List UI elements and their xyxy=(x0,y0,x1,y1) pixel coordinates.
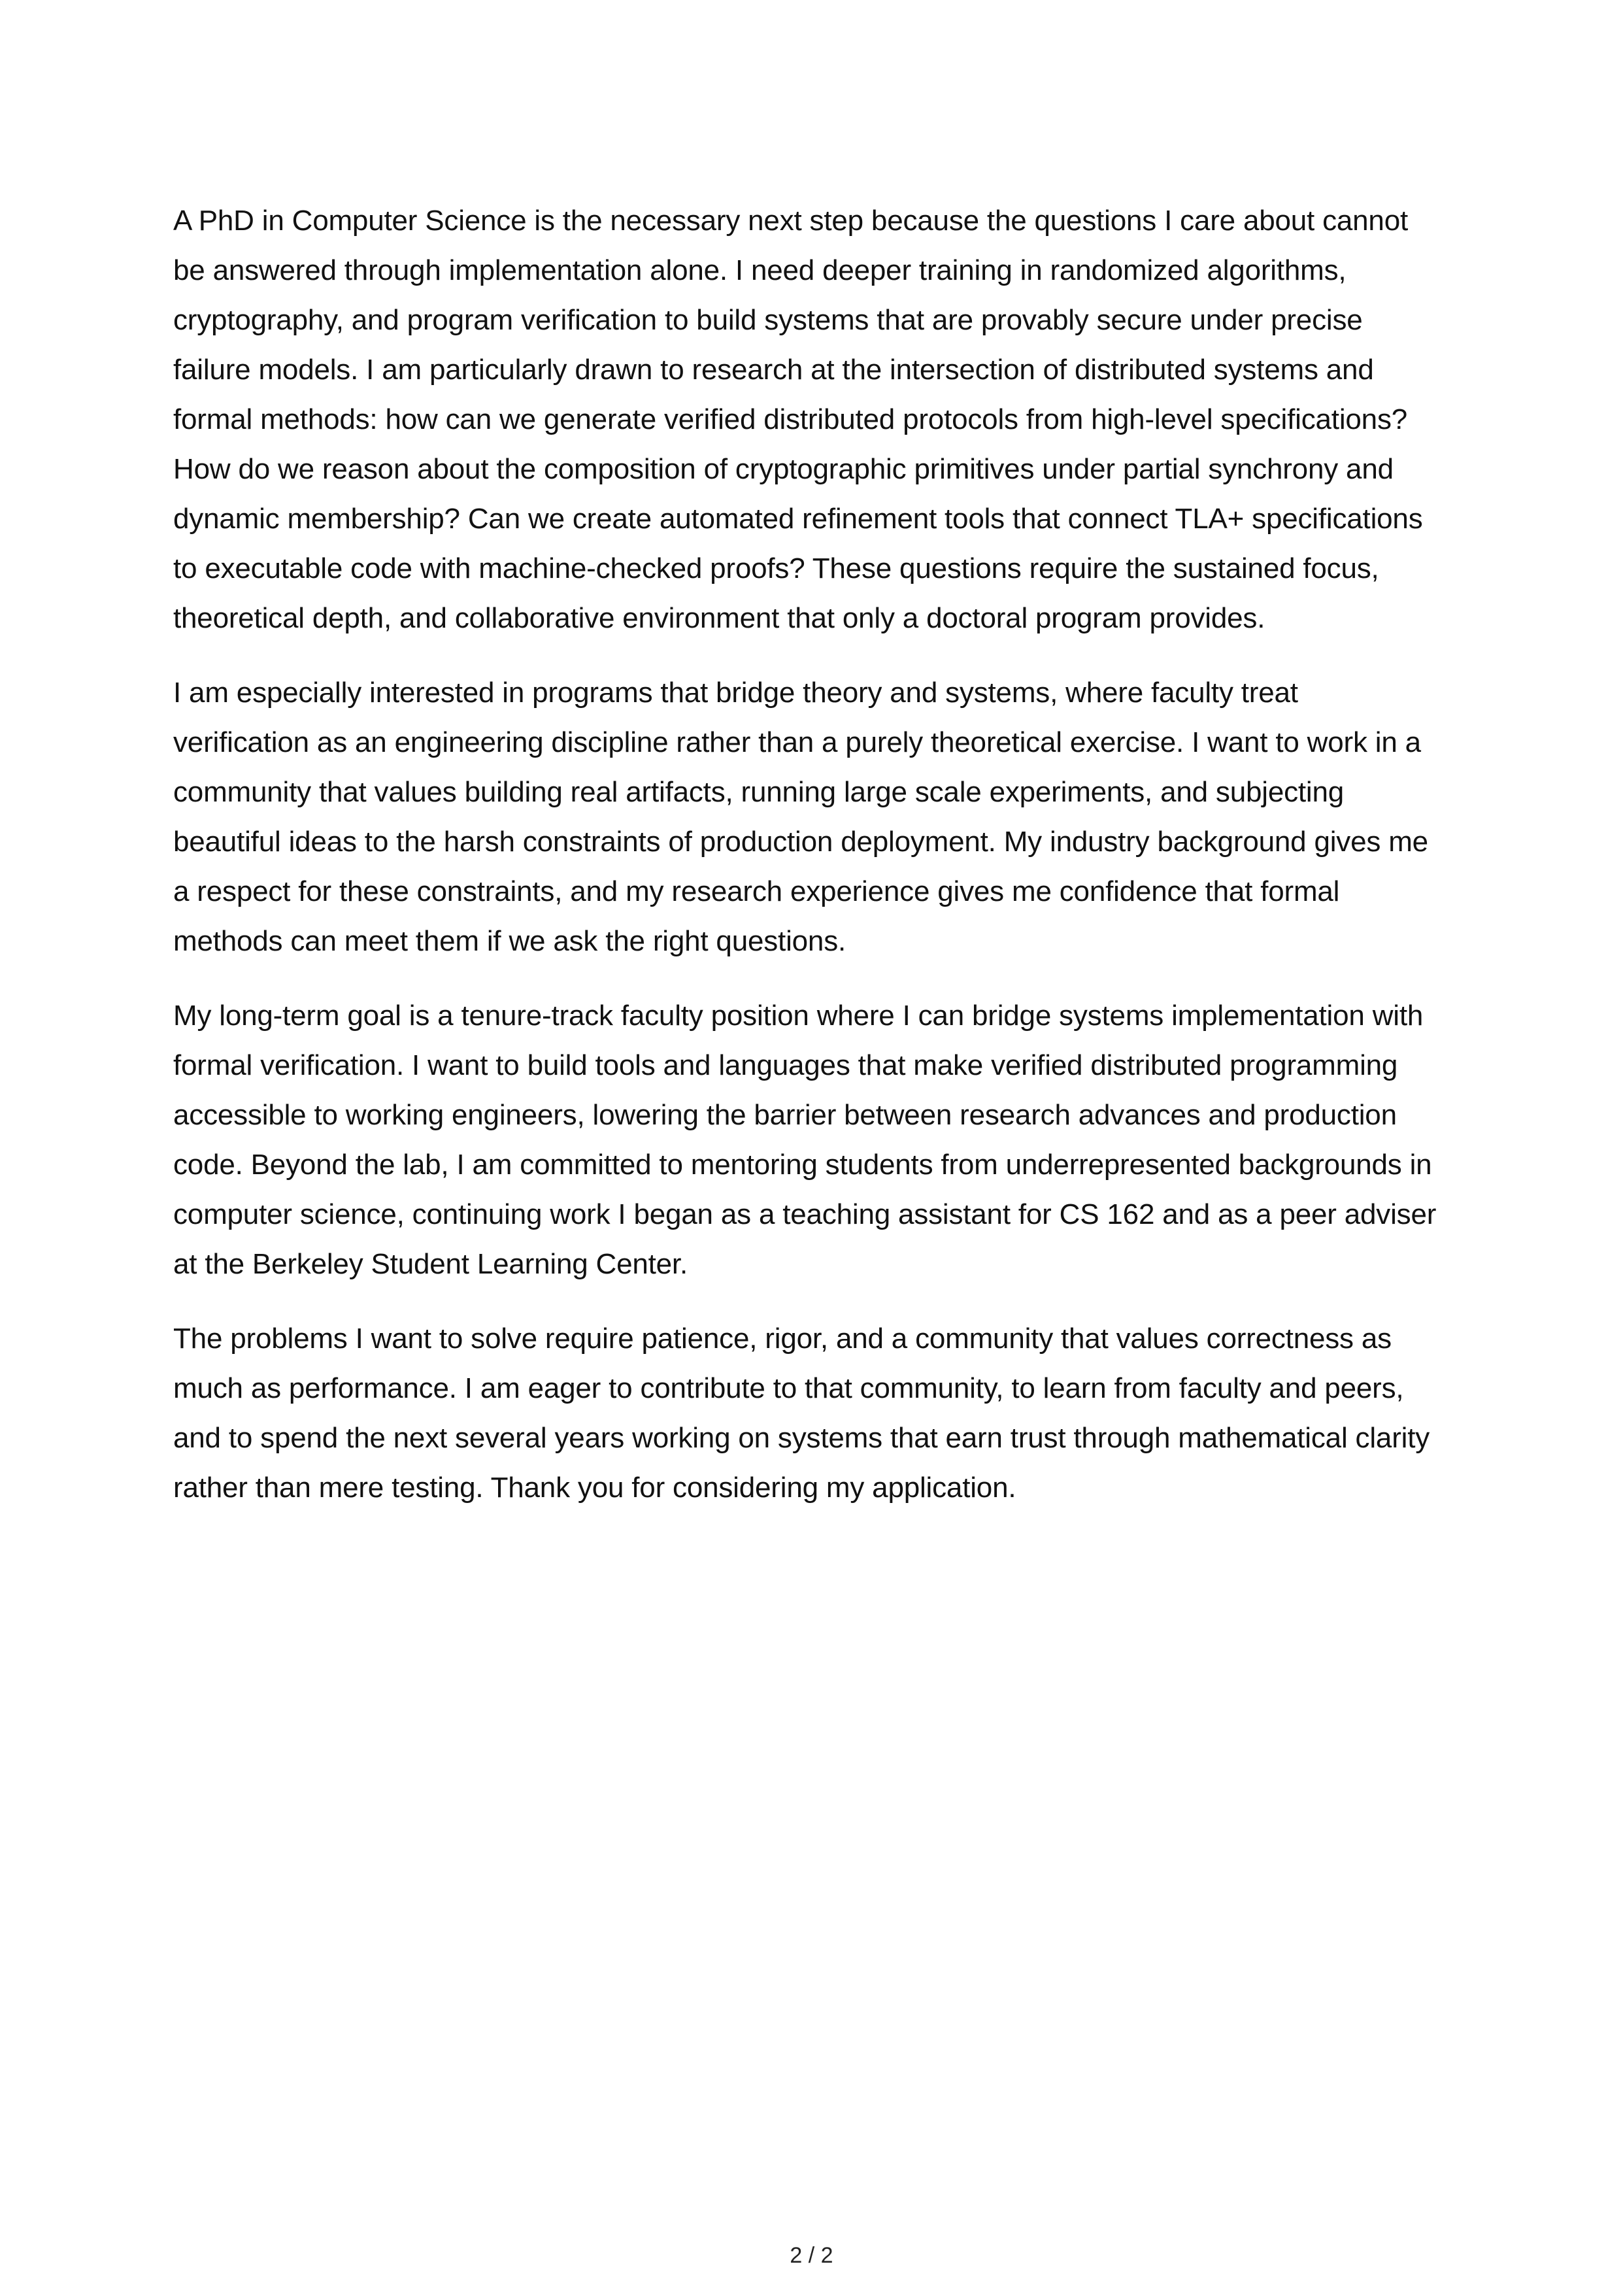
text-line: verification as an engineering discipline rather than a purely theoretical exercise. I want to work in a xyxy=(173,726,1421,758)
text-line: and to spend the next several years working on systems that earn trust through mathematical clarity xyxy=(173,1422,1430,1454)
text-line: code. Beyond the lab, I am committed to mentoring students from underrepresented backgrounds in xyxy=(173,1149,1432,1181)
text-line: The problems I want to solve require patience, rigor, and a community that values correctness as xyxy=(173,1323,1392,1355)
text-line: How do we reason about the composition of cryptographic primitives under partial synchrony and xyxy=(173,453,1394,485)
text-line: to executable code with machine-checked proofs? These questions require the sustained focus, xyxy=(173,552,1379,584)
paragraph-2 xyxy=(173,668,1467,966)
paragraph-1 xyxy=(173,196,1467,643)
paragraph-4 xyxy=(173,1314,1467,1513)
text-line: a respect for these constraints, and my research experience gives me confidence that formal xyxy=(173,875,1340,907)
document-body xyxy=(173,196,1467,1538)
text-line: rather than mere testing. Thank you for considering my application. xyxy=(173,1472,1016,1504)
text-line: methods can meet them if we ask the right questions. xyxy=(173,925,846,957)
text-line: computer science, continuing work I began as a teaching assistant for CS 162 and as a peer adviser xyxy=(173,1198,1437,1230)
text-line: community that values building real artifacts, running large scale experiments, and subjecting xyxy=(173,776,1345,808)
page-number: 2 / 2 xyxy=(790,2243,833,2268)
text-line: A PhD in Computer Science is the necessary next step because the questions I care about cannot xyxy=(173,205,1408,237)
text-line: cryptography, and program verification to build systems that are provably secure under precise xyxy=(173,304,1363,336)
text-line: dynamic membership? Can we create automated refinement tools that connect TLA+ specifications xyxy=(173,503,1423,535)
text-line: beautiful ideas to the harsh constraints of production deployment. My industry background gives me xyxy=(173,826,1428,858)
text-line: be answered through implementation alone. I need deeper training in randomized algorithms, xyxy=(173,254,1347,286)
text-line: My long-term goal is a tenure-track faculty position where I can bridge systems implementation with xyxy=(173,1000,1424,1032)
text-line: theoretical depth, and collaborative environment that only a doctoral program provides. xyxy=(173,602,1265,634)
text-line: formal methods: how can we generate verified distributed protocols from high-level specifications? xyxy=(173,403,1408,435)
text-line: failure models. I am particularly drawn to research at the intersection of distributed systems and xyxy=(173,354,1374,386)
text-line: formal verification. I want to build tools and languages that make verified distributed programming xyxy=(173,1049,1398,1081)
text-line: accessible to working engineers, lowering the barrier between research advances and production xyxy=(173,1099,1397,1131)
text-line: I am especially interested in programs that bridge theory and systems, where faculty treat xyxy=(173,677,1298,709)
paragraph-3 xyxy=(173,991,1467,1289)
text-line: at the Berkeley Student Learning Center. xyxy=(173,1248,688,1280)
text-line: much as performance. I am eager to contribute to that community, to learn from faculty and peers, xyxy=(173,1372,1404,1404)
